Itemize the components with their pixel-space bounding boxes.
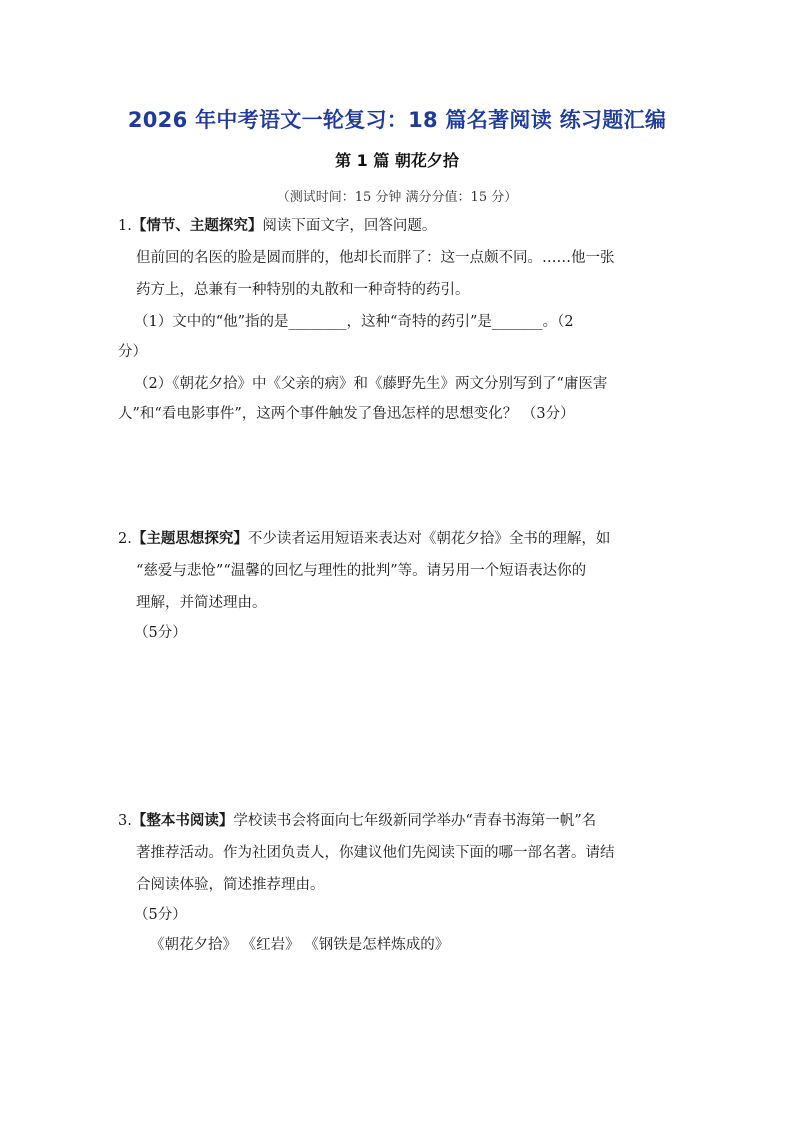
question-1-heading [118, 216, 436, 236]
book-options: 《朝花夕拾》 《红岩》 《钢铁是怎样炼成的》 [150, 937, 450, 953]
passage-line: 药方上，总兼有一种特别的丸散和一种奇特的药引。 [136, 282, 470, 298]
sub-question-2: （2）《朝花夕拾》中《父亲的病》和《藤野先生》两文分别写到了“庸医害 [134, 376, 608, 392]
question-3-heading [118, 811, 596, 831]
question-text: 不少读者运用短语来表达对《朝花夕拾》全书的理解，如 [247, 531, 611, 547]
question-tag: 【情节、主题探究】 [131, 218, 263, 234]
question-text: 阅读下面文字，回答问题。 [262, 218, 437, 234]
question-number: 1. [118, 218, 132, 234]
question-number: 2. [118, 531, 132, 547]
score-note: （5分） [134, 625, 187, 641]
question-tag: 【主题思想探究】 [131, 531, 248, 547]
question-line: 著推荐活动。作为社团负责人，你建议他们先阅读下面的哪一部名著。请结 [136, 845, 615, 861]
passage-line: 但前回的名医的脸是圆而胖的，他却长而胖了：这一点颇不同。……他一张 [136, 250, 615, 266]
question-line: 理解，并简述理由。 [136, 595, 267, 611]
question-tag: 【整本书阅读】 [131, 813, 234, 829]
section-title: 第 1 篇 朝花夕拾 [335, 151, 459, 170]
test-meta: （测试时间：15 分钟 满分分值：15 分） [276, 190, 518, 205]
question-text: 学校读书会将面向七年级新同学举办“青春书海第一帆”名 [233, 813, 597, 829]
page-title: 2026 年中考语文一轮复习：18 篇名著阅读 练习题汇编 [127, 108, 667, 132]
sub-question-1-cont: 分） [118, 344, 147, 360]
question-2-heading [118, 529, 610, 549]
question-number: 3. [118, 813, 132, 829]
sub-question-2-cont: 人”和“看电影事件”，这两个事件触发了鲁迅怎样的思想变化？ （3分） [118, 406, 575, 422]
score-note: （5分） [134, 907, 187, 923]
sub-question-1: （1）文中的“他”指的是________，这种“奇特的药引”是_______。（2 [134, 314, 574, 330]
question-line: 合阅读体验，简述推荐理由。 [136, 877, 325, 893]
question-line: “慈爱与悲怆”“温馨的回忆与理性的批判”等。请另用一个短语表达你的 [136, 563, 587, 579]
